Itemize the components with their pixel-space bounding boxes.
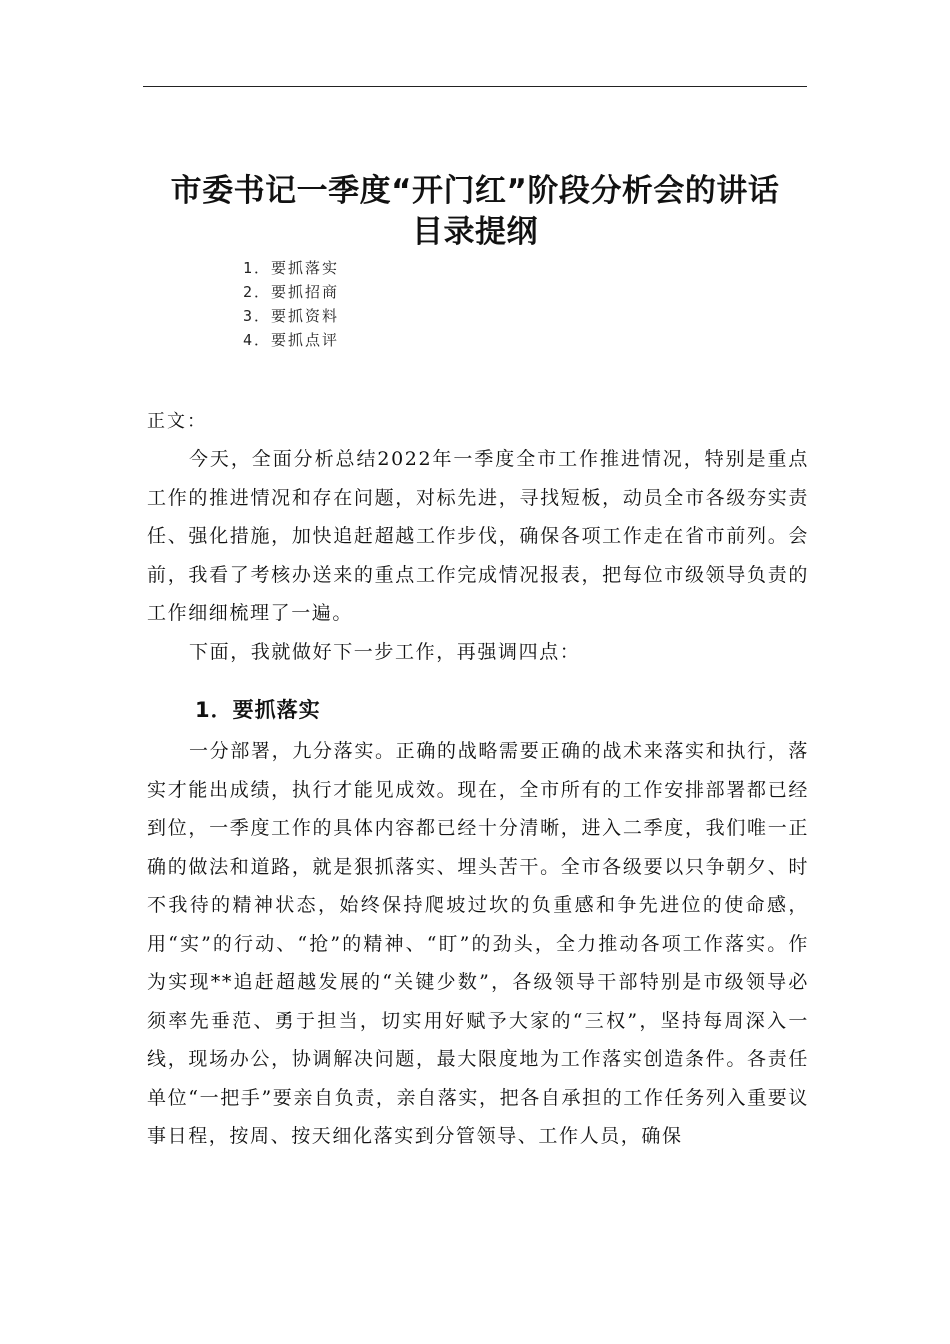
document-subtitle: 目录提纲: [412, 214, 538, 250]
section-paragraph: 一分部署，九分落实。正确的战略需要正确的战术来落实和执行，落实才能出成绩，执行才能见成效。现在，全市所有的工作安排部署都已经到位，一季度工作的具体内容都已经十分清晰，进入二季度，我们唯一正确的做法和道路，就是狠抓落实、埋头苦干。全市各级要以只争朝夕、时不我待的精神状态，始终保持爬坡过坎的负重感和争先进位的使命感，用“实”的行动、“抢”的精神、“盯”的劲头，全力推动各项工作落实。作为实现**追赶超越发展的“关键少数”，各级领导干部特别是市级领导必须率先垂范、勇于担当，切实用好赋予大家的“三权”，坚持每周深入一线，现场办公，协调解决问题，最大限度地为工作落实创造条件。各责任单位“一把手”要亲自负责，亲自落实，把各自承担的工作任务列入重要议事日程，按周、按天细化落实到分管领导、工作人员，确保: [147, 740, 809, 1147]
toc-item: 3．要抓资料: [243, 307, 340, 325]
body-label: 正文：: [147, 411, 207, 432]
table-of-contents: [243, 256, 339, 352]
toc-item: 1．要抓落实: [243, 259, 340, 277]
header-rule: [143, 86, 807, 87]
toc-item: 4．要抓点评: [243, 331, 340, 349]
intro-paragraph: 今天，全面分析总结2022年一季度全市工作推进情况，特别是重点工作的推进情况和存在问题，对标先进，寻找短板，动员全市各级夯实责任、强化措施，加快追赶超越工作步伐，确保各项工作走在省市前列。会前，我看了考核办送来的重点工作完成情况报表，把每位市级领导负责的工作细细梳理了一遍。: [147, 448, 809, 624]
document-title: 市委书记一季度“开门红”阶段分析会的讲话: [170, 173, 780, 209]
section-heading: 1．要抓落实: [195, 698, 321, 722]
transition-paragraph: 下面，我就做好下一步工作，再强调四点：: [189, 641, 581, 663]
toc-item: 2．要抓招商: [243, 283, 340, 301]
